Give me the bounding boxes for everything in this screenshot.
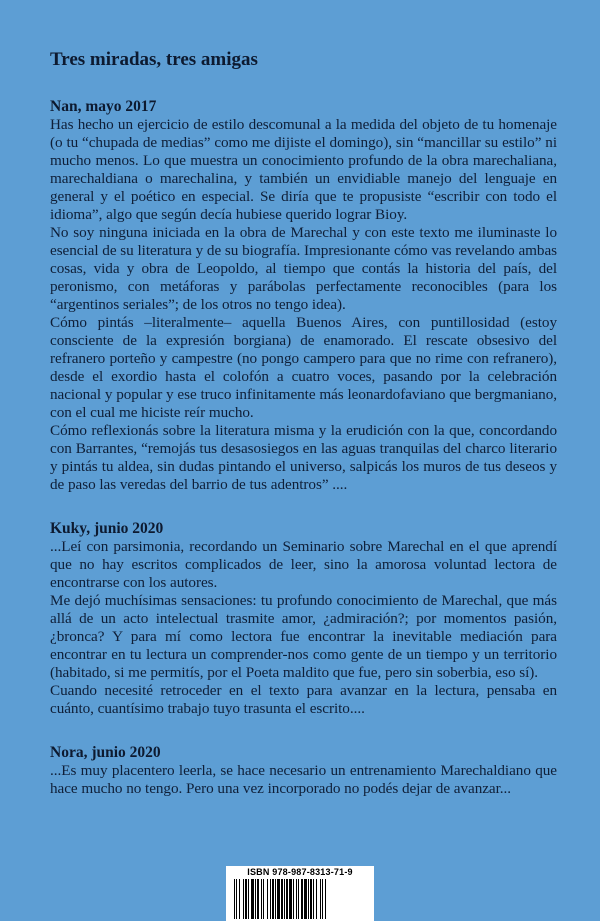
testimonial-heading: Nora, junio 2020	[50, 744, 161, 761]
isbn-label: ISBN 978-987-8313-71-9	[247, 867, 353, 877]
barcode-bar	[248, 879, 249, 919]
barcode-bar	[267, 879, 268, 919]
barcode-bar	[310, 879, 312, 919]
barcode-bar	[251, 879, 254, 919]
barcode-bar	[289, 879, 292, 919]
barcode-bar	[239, 879, 240, 919]
barcode-bar	[263, 879, 264, 919]
barcode-bar	[316, 879, 317, 919]
barcode-bar	[286, 879, 288, 919]
barcode-bar	[243, 879, 244, 919]
barcode-bar	[296, 879, 297, 919]
barcode-bar	[325, 879, 326, 919]
testimonial-nora	[50, 744, 557, 798]
testimonial-paragraph: Cómo pintás –literalmente– aquella Buenos Aires, con puntillosidad (estoy consciente de la expresión borgiana) de enamorado. El rescate obsesivo del refranero porteño y campestre (no pongo campero para que no rime con refranero), desde el exordio hasta el colofón a cuatro voces, pasando por la celebración nacional y popular y ese truco infinitamente más leonardofaviano que bergmaniano, con el cual me hiciste reír mucho.	[50, 314, 557, 421]
testimonial-paragraph: ...Leí con parsimonia, recordando un Seminario sobre Marechal en el que aprendí que no hay escritos complicados de leer, sino la amorosa voluntad lectora de encontrarse con los autores.	[50, 538, 557, 591]
barcode-bar	[275, 879, 276, 919]
barcode-bar	[272, 879, 274, 919]
testimonial-paragraph: Me dejó muchísimas sensaciones: tu profundo conocimiento de Marechal, que más allá de un acto intelectual trasmite amor, ¿admiración?; por momentos pasión, ¿bronca? Y para mí como lectora fue encontrar la inevitable mediación para encontrar en tu lectura un comprender-nos como gente de un tiempo y un territorio (habitado, si me permitís, por el Poeta maldito que fue, pero sin soberbia, eso sí).	[50, 592, 557, 681]
isbn-barcode	[226, 866, 374, 921]
barcode-icon	[232, 879, 368, 919]
page-title: Tres miradas, tres amigas	[50, 49, 258, 70]
testimonial-paragraph: No soy ninguna iniciada en la obra de Marechal y con este texto me iluminaste lo esencial de su literatura y de su biografía. Impresionante cómo vas revelando ambas cosas, vida y obra de Leopoldo, al tiempo que contás la historia del país, del peronismo, con metáforas y parábolas perfectamente reconocibles (para los “argentinos seriales”; de los otros no tengo idea).	[50, 224, 557, 313]
barcode-bar	[270, 879, 271, 919]
testimonial-paragraph: Has hecho un ejercicio de estilo descomunal a la medida del objeto de tu homenaje (o tu “chupada de medias” como me dijiste el domingo), sin “mancillar su estilo” ni mucho menos. Lo que muestra un conocimiento profundo de la obra marechaliana, marechaldiana o marechalina, y también un envidiable manejo del lenguaje en general y el poético en especial. Se diría que te propusiste “escribir con todo el idioma”, algo que según decía hubiese querido lograr Bioy.	[50, 116, 557, 223]
barcode-bar	[234, 879, 235, 919]
testimonial-paragraph: ...Es muy placentero leerla, se hace necesario un entrenamiento Marechaldiano que hace mucho no tengo. Pero una vez incorporado no podés dejar de avanzar...	[50, 762, 557, 797]
testimonial-paragraph: Cómo reflexionás sobre la literatura misma y la erudición con la que, concordando con Barrantes, “remojás tus desasosiegos en las aguas tranquilas del charco literario y pintás tu aldea, sin dudas pintando el universo, salpicás los muros de tus deseos y de paso las veredas del barrio de tus adentros” ....	[50, 422, 557, 493]
barcode-bar	[255, 879, 256, 919]
testimonial-kuky	[50, 520, 557, 718]
testimonial-paragraph: Cuando necesité retroceder en el texto para avanzar en la lectura, pensaba en cuánto, cuantísimo trabajo tuyo trasunta el escrito....	[50, 682, 557, 717]
barcode-bar	[320, 879, 321, 919]
testimonial-heading: Kuky, junio 2020	[50, 520, 164, 537]
testimonial-heading: Nan, mayo 2017	[50, 98, 157, 115]
barcode-bar	[281, 879, 283, 919]
barcode-bar	[284, 879, 285, 919]
barcode-bar	[293, 879, 294, 919]
barcode-bar	[236, 879, 237, 919]
barcode-bar	[245, 879, 247, 919]
barcode-bar	[301, 879, 303, 919]
barcode-bar	[313, 879, 314, 919]
barcode-bar	[322, 879, 323, 919]
back-cover-text	[50, 48, 557, 824]
barcode-bar	[308, 879, 309, 919]
barcode-bar	[257, 879, 259, 919]
barcode-bar	[277, 879, 280, 919]
barcode-bar	[298, 879, 299, 919]
barcode-bar	[261, 879, 262, 919]
barcode-bar	[304, 879, 307, 919]
testimonial-nan	[50, 98, 557, 494]
